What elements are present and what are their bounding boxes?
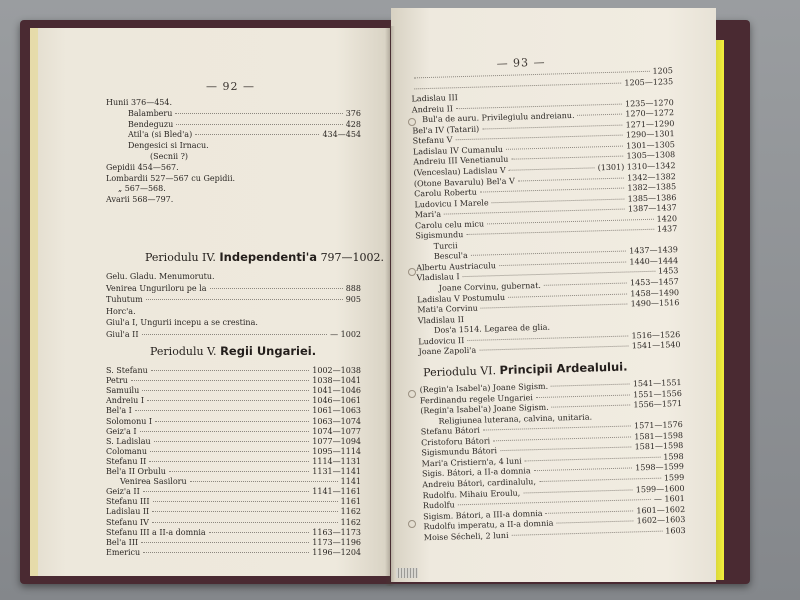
entry-value: 1598—1599 <box>635 462 685 473</box>
leader-dots <box>466 229 654 235</box>
leader-dots <box>536 394 630 398</box>
index-entry <box>106 518 361 528</box>
entry-value: 1453 <box>657 266 679 277</box>
entry-name: Andreiu III Venetianulu <box>413 155 509 167</box>
entry-value: 1458—1490 <box>630 287 680 298</box>
binding-strip <box>30 28 38 576</box>
index-entry <box>106 272 361 282</box>
period-title: Regii Ungariei. <box>220 344 317 358</box>
entry-name: Balamberu <box>128 108 173 118</box>
entry-name: Mati'a Corvinu <box>417 303 478 315</box>
entry-name: Bul'a de auru. Privilegiulu andreianu. <box>422 111 575 125</box>
entry-name: Geiz'a I <box>106 426 137 436</box>
entry-name: Avarii 568—797. <box>106 195 174 205</box>
index-entry <box>106 457 361 467</box>
entry-value: — 1002 <box>330 330 361 339</box>
leader-dots <box>154 441 310 442</box>
entry-name: Geiz'a II <box>106 487 140 497</box>
index-entry <box>106 528 361 538</box>
leader-dots <box>467 335 628 341</box>
entry-value: 1114—1131 <box>312 456 361 466</box>
leader-dots <box>481 304 628 309</box>
entry-name: Religiunea luterana, calvina, unitaria. <box>438 412 593 426</box>
entry-name: Andreiu Bátori, cardinalulu, <box>422 477 537 490</box>
entry-name: Vladislau I <box>416 272 460 283</box>
entry-value: 1440—1444 <box>629 255 679 267</box>
leader-dots <box>155 421 309 422</box>
leader-dots <box>551 383 630 386</box>
entry-value: 1077—1094 <box>312 436 361 446</box>
entry-value: 1601—1602 <box>636 504 686 515</box>
leader-dots <box>509 167 595 170</box>
entry-value: 1063—1074 <box>312 416 361 426</box>
entry-name: Carolu Robertu <box>414 187 477 199</box>
leader-dots <box>483 426 631 431</box>
period-title: Independenti'a <box>219 250 318 264</box>
entry-value: 1385—1386 <box>627 192 677 204</box>
entry-value: — 1601 <box>653 494 685 504</box>
entry-value: 1141 <box>340 477 361 487</box>
index-entry <box>106 386 361 396</box>
leader-dots <box>511 156 623 160</box>
leader-dots <box>131 380 309 381</box>
leader-dots <box>512 530 663 535</box>
entry-name: Mari'a <box>414 209 442 220</box>
entry-name: Gelu. Gladu. Menumorutu. <box>106 272 215 281</box>
entry-value: 1602—1603 <box>636 515 686 526</box>
stitch-hole <box>408 118 416 126</box>
stitch-hole <box>408 268 416 276</box>
entry-name: Bendeguzu <box>128 119 174 129</box>
entry-name: Ladislau II <box>106 507 150 517</box>
entry-value: 1301—1305 <box>626 139 676 151</box>
leader-dots <box>169 471 309 472</box>
entry-value: 1599—1600 <box>635 483 685 494</box>
leader-dots <box>479 346 629 351</box>
entry-value: 1581—1598 <box>634 441 684 452</box>
entry-name: Tuhutum <box>106 295 143 305</box>
leader-dots <box>492 198 625 203</box>
entry-name: Giul'a II <box>106 330 139 339</box>
stitch-hole <box>408 520 416 528</box>
stitch-hole <box>408 390 416 398</box>
period-title: Principii Ardealului. <box>499 359 628 378</box>
index-entry <box>106 548 361 558</box>
entry-value: 1074—1077 <box>312 426 361 436</box>
index-entry <box>106 295 361 305</box>
entry-name: S. Stefanu <box>106 366 148 375</box>
index-entry <box>128 120 361 130</box>
entry-name: Cristoforu Bátori <box>421 436 491 448</box>
entry-name: Joane Zapoli'a <box>418 346 477 357</box>
entry-name: Stefanu V <box>412 135 453 146</box>
leader-dots <box>210 288 343 289</box>
index-entry <box>106 497 361 507</box>
entry-name: Turcii <box>433 241 458 251</box>
entry-value: 1603 <box>665 525 686 536</box>
entry-value: 1342—1382 <box>626 171 676 182</box>
index-entry <box>106 98 361 108</box>
entry-name: Rudolfu. Mihaiu Eroulu, <box>422 488 521 500</box>
index-entry <box>118 184 361 194</box>
index-entry <box>106 437 361 447</box>
entry-name: Ludovicu I Marele <box>414 197 489 210</box>
index-entry <box>106 366 361 376</box>
entry-name: Andreiu I <box>106 396 145 406</box>
entry-name: Rudolfu imperatu, a II-a domnia <box>423 518 554 532</box>
leader-dots <box>544 283 627 286</box>
index-entry <box>106 427 361 437</box>
leader-dots <box>525 457 661 462</box>
period-prefix: Periodulu V. <box>150 345 217 358</box>
leader-dots <box>458 499 651 505</box>
page-number: — 92 — <box>206 80 255 93</box>
entry-value: 1161 <box>340 497 361 507</box>
leader-dots <box>190 481 338 482</box>
left-page <box>30 28 390 576</box>
entry-name: Bescul'a <box>433 251 468 262</box>
entry-name: Bel'a II Orbulu <box>106 467 166 476</box>
entry-name: Dengesici si Irnacu. <box>128 141 209 151</box>
entry-name: Atil'a (si Bled'a) <box>128 130 193 140</box>
entry-value: 1541—1540 <box>631 340 681 351</box>
entry-name: Sigis. Bátori, a II-a domnia <box>421 466 531 479</box>
entry-value: 1162 <box>340 507 361 517</box>
leader-dots <box>508 293 627 297</box>
period-5-heading <box>150 344 316 358</box>
leader-dots <box>455 135 622 141</box>
entry-name: Moise Sécheli, 2 luni <box>423 530 509 542</box>
entry-value: 1002—1038 <box>312 366 361 375</box>
period-years: 797—1002. <box>320 251 385 264</box>
entry-name: Gepidii 454—567. <box>106 162 179 172</box>
entry-value: 1598 <box>663 451 684 462</box>
entry-name: Venirea Sasiloru <box>120 477 187 487</box>
leader-dots <box>147 400 309 401</box>
entry-value: 1551—1556 <box>633 388 682 399</box>
entry-name: Petru <box>106 376 128 386</box>
entry-value: 1541—1551 <box>632 378 682 389</box>
entry-name: Venirea Unguriloru pe la <box>106 283 207 293</box>
leader-dots <box>152 522 338 523</box>
entry-value: 1235—1270 <box>624 97 674 109</box>
leader-dots <box>518 177 624 181</box>
entry-value: 1420 <box>656 213 678 224</box>
index-entry <box>128 141 361 151</box>
entry-name: Bel'a III <box>106 537 139 547</box>
leader-dots <box>175 113 342 114</box>
leader-dots <box>444 209 625 215</box>
entry-value: 1095—1114 <box>312 446 361 456</box>
entry-name: Ladislau V Postumulu <box>417 292 506 304</box>
entry-name: Andreiu II <box>411 103 454 115</box>
entry-name: Lombardii 527—567 cu Gepidii. <box>106 173 236 183</box>
entry-name: Ladislau III <box>411 93 459 104</box>
index-entry <box>106 417 361 427</box>
leader-dots <box>493 436 631 441</box>
entry-name: Solomonu I <box>106 416 153 426</box>
leader-dots <box>499 261 627 266</box>
index-entry <box>106 396 361 406</box>
entry-value: 1571—1576 <box>633 420 683 431</box>
entry-name: Dos'a 1514. Legarea de glia. <box>433 322 551 336</box>
entry-name: Bel'a IV (Tatarii) <box>412 124 480 136</box>
index-entry <box>150 152 361 162</box>
entry-name: Ludovicu II <box>418 335 465 347</box>
leader-dots <box>534 468 633 472</box>
entry-name: Bel'a I <box>106 406 132 416</box>
leader-dots <box>523 489 633 493</box>
leader-dots <box>209 532 310 533</box>
entry-name: Mari'a Cristiern'a, 4 luni <box>421 456 522 469</box>
entry-value: 1271—1290 <box>625 118 675 130</box>
index-entry <box>106 487 361 497</box>
entry-value: 1290—1301 <box>625 129 675 140</box>
entry-value: 905 <box>345 295 361 305</box>
index-entry <box>106 538 361 548</box>
entry-value: 1556—1571 <box>633 399 683 410</box>
entry-name: Sigismundu <box>415 230 464 241</box>
entry-value: 1163—1173 <box>312 527 361 537</box>
entry-name: Ferdinandu regele Ungariei <box>419 392 534 405</box>
entry-value: 1173—1196 <box>312 537 361 547</box>
entry-name: Albertu Austriaculu <box>416 261 497 273</box>
entry-value: 1038—1041 <box>312 376 361 386</box>
leader-dots <box>487 218 654 224</box>
entry-name: (Otone Bavarulu) Bel'a V <box>413 176 515 188</box>
leader-dots <box>414 71 650 79</box>
leader-dots <box>150 451 309 452</box>
entry-name: Joane Corvinu, gubernat. <box>438 280 542 293</box>
index-entry <box>106 163 361 173</box>
leader-dots <box>456 103 622 109</box>
entry-name: Vladislau II <box>417 314 465 326</box>
entry-value: (1301) 1310—1342 <box>597 161 676 173</box>
period-prefix: Periodulu IV. <box>145 251 216 264</box>
index-entry <box>106 406 361 416</box>
index-entry <box>106 318 361 328</box>
leader-dots <box>500 447 632 452</box>
leader-dots <box>556 521 633 524</box>
entry-value: 1205—1235 <box>624 76 674 88</box>
entry-name: Rudolfu <box>422 500 455 511</box>
index-entry <box>128 109 361 119</box>
entry-value: 1041—1046 <box>312 386 361 396</box>
entry-name: (Regin'a Isabel'a) Joane Sigism. <box>419 381 549 395</box>
leader-dots <box>552 405 631 408</box>
leader-dots <box>506 145 623 149</box>
leader-dots <box>142 390 309 391</box>
leader-dots <box>414 82 621 89</box>
entry-name: Emericu <box>106 547 141 557</box>
index-entry <box>106 467 361 477</box>
entry-name: Hunii 376—454. <box>106 98 173 107</box>
leader-dots <box>578 114 623 116</box>
entry-name: Giul'a I, Ungurii incepu a se crestina. <box>106 318 258 328</box>
entry-name: (Regin'a Isabel'a) Joane Sigism. <box>420 402 549 416</box>
leader-dots <box>195 134 319 135</box>
leader-dots <box>152 511 337 512</box>
entry-name: S. Ladislau <box>106 436 151 446</box>
leader-dots <box>482 124 622 129</box>
index-entry <box>106 507 361 517</box>
entry-value: 1162 <box>340 517 361 527</box>
entry-name: Ladislau IV Cumanulu <box>412 144 504 157</box>
index-entry <box>120 477 361 487</box>
entry-name: Sigism. Bátori, a III-a domnia <box>423 508 543 521</box>
leader-dots <box>149 461 309 462</box>
entry-value: 1437 <box>656 224 678 234</box>
entry-value: 428 <box>345 119 361 129</box>
period-6-heading <box>423 360 628 380</box>
entry-value: 1382—1385 <box>627 182 677 193</box>
leader-dots <box>142 334 328 335</box>
entry-value: 1581—1598 <box>634 430 684 442</box>
index-entry <box>106 447 361 457</box>
period-4-heading <box>145 250 384 264</box>
entry-value: 1141—1161 <box>312 487 361 497</box>
entry-value: 376 <box>345 108 361 118</box>
entry-name: Sigismundu Bátori <box>421 446 498 458</box>
index-entry <box>106 284 361 294</box>
leader-dots <box>471 251 626 256</box>
leader-dots <box>539 478 661 482</box>
entry-name: Horc'a. <box>106 306 136 316</box>
page-number: — 93 — <box>496 55 546 71</box>
entry-value: 1599 <box>663 472 685 483</box>
leader-dots <box>463 271 656 277</box>
entry-name: Stefanu IV <box>106 517 149 527</box>
entry-value: 888 <box>345 283 361 293</box>
leader-dots <box>140 431 310 432</box>
period-prefix: Periodulu VI. <box>423 364 497 380</box>
entry-name: Stefanu III a II-a domnia <box>106 527 206 537</box>
entry-value: 1490—1516 <box>630 298 680 309</box>
leader-dots <box>153 501 338 502</box>
index-entry <box>106 330 361 340</box>
entry-value: 1437—1439 <box>629 245 678 256</box>
entry-name: Stefanu II <box>106 456 147 466</box>
leader-dots <box>141 542 309 543</box>
entry-value: 1270—1272 <box>625 108 675 119</box>
index-entry <box>106 376 361 386</box>
index-entry <box>106 195 361 205</box>
entry-value: 1453—1457 <box>629 277 679 288</box>
entry-value: 1205 <box>652 66 673 76</box>
entry-value: 1046—1061 <box>312 396 361 406</box>
binding-threads <box>396 568 418 578</box>
entry-name: Samuilu <box>106 386 140 396</box>
leader-dots <box>151 370 310 371</box>
index-entry <box>106 307 361 317</box>
leader-dots <box>146 299 343 300</box>
entry-value: 1305—1308 <box>626 150 676 161</box>
entry-value: 1131—1141 <box>312 467 361 476</box>
leader-dots <box>143 552 309 553</box>
book-gutter <box>385 26 395 586</box>
leader-dots <box>546 510 634 513</box>
entry-value: 1387—1437 <box>627 203 677 214</box>
entry-value: 1061—1063 <box>312 406 361 416</box>
entry-name: (Venceslau) Ladislau V <box>413 165 506 178</box>
entry-name: Stefanu III <box>106 497 150 507</box>
leader-dots <box>176 124 342 125</box>
entry-name: „ 567—568. <box>118 184 166 194</box>
index-entry <box>106 174 361 184</box>
leader-dots <box>480 188 625 193</box>
entry-name: Colomanu <box>106 446 147 456</box>
entry-value: 434—454 <box>322 130 361 140</box>
entry-name: Stefanu Bátori <box>420 425 481 437</box>
index-entry <box>128 130 361 140</box>
entry-value: 1196—1204 <box>312 547 361 557</box>
entry-value: 1516—1526 <box>631 329 681 341</box>
leader-dots <box>135 410 309 411</box>
entry-name: (Secnii ?) <box>150 152 189 161</box>
entry-name: Carolu celu micu <box>414 219 485 231</box>
right-page <box>391 8 716 582</box>
leader-dots <box>143 491 310 492</box>
